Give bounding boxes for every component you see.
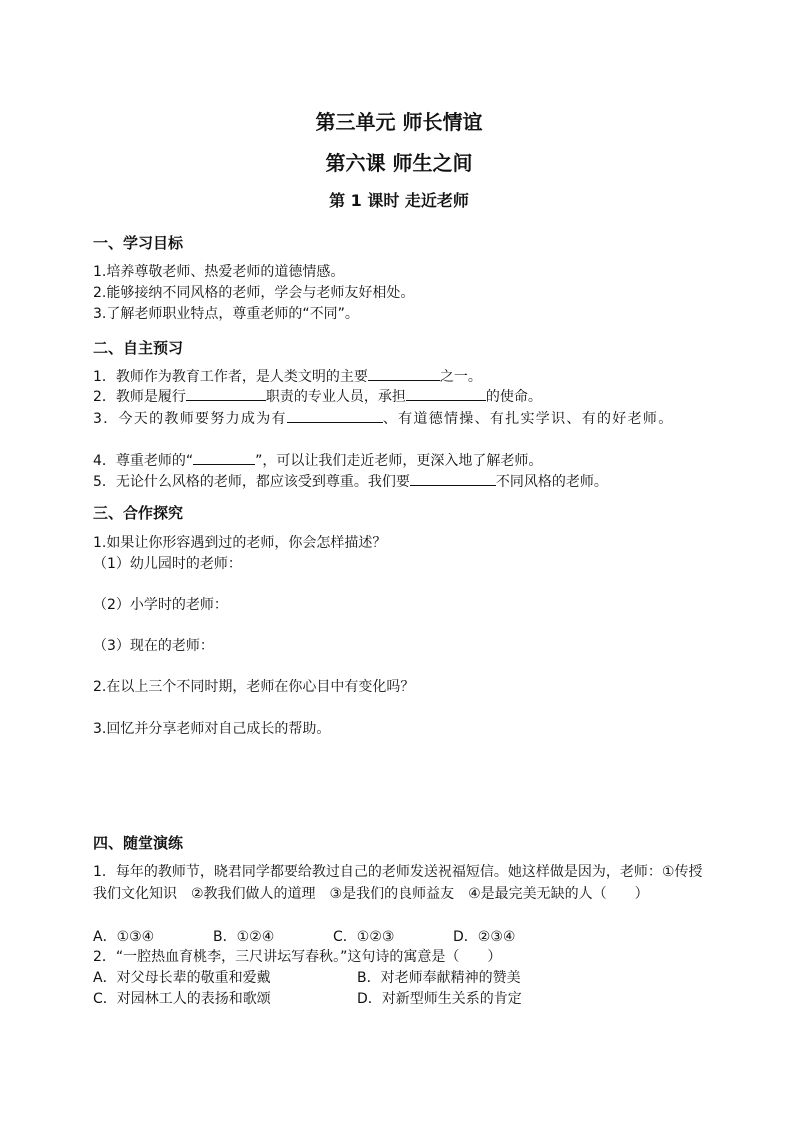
practice-question-1-stem: 1．每年的教师节，晓君同学都要给教过自己的老师发送祝福短信。她这样做是因为，老师：①传授我们文化知识 ②教我们做人的道理 ③是我们的良师益友 ④是最完美无缺的人（ ）: [93, 864, 703, 902]
unit-title: 第三单元 师长情谊: [315, 110, 483, 134]
fill-blank[interactable]: [186, 386, 266, 401]
option-b[interactable]: B．对老师奉献精神的赞美: [357, 970, 521, 986]
goals-heading: 一、学习目标: [93, 234, 184, 252]
option-b[interactable]: B．①②④: [213, 929, 275, 945]
practice-question-2-stem: 2．“一腔热血育桃李，三尺讲坛写春秋。”这句诗的寓意是（ ）: [93, 949, 502, 965]
option-c[interactable]: C．①②③: [333, 929, 395, 945]
fill-blank[interactable]: [406, 386, 486, 401]
preview-question-4: [93, 450, 705, 471]
practice-heading: 四、随堂演练: [93, 834, 184, 852]
q3-before: 3．今天的教师要努力成为有: [93, 411, 287, 427]
explore-sub-3: （3）现在的老师：: [93, 638, 214, 654]
q2-middle: 职责的专业人员，承担: [265, 389, 406, 405]
q3-after: 、有道德情操、有扎实学识、有的好老师。: [382, 411, 674, 427]
explore-heading: 三、合作探究: [93, 504, 184, 522]
fill-blank[interactable]: [410, 471, 496, 486]
lesson-title: 第六课 师生之间: [325, 151, 473, 175]
explore-sub-1: （1）幼儿园时的老师：: [93, 556, 242, 572]
q2-after: 的使命。: [485, 389, 542, 405]
goal-item-1: 1.培养尊敬老师、热爱老师的道德情感。: [93, 264, 345, 280]
goal-item-3: 3.了解老师职业特点，尊重老师的“不同”。: [93, 306, 359, 322]
q1-before: 1．教师作为教育工作者，是人类文明的主要: [93, 369, 368, 385]
fill-blank[interactable]: [368, 366, 440, 381]
fill-blank[interactable]: [193, 450, 255, 465]
period-title: 第 1 课时 走近老师: [329, 191, 469, 210]
preview-question-1: [93, 366, 705, 387]
option-a[interactable]: A．①③④: [93, 929, 155, 945]
q4-before: 4．尊重老师的“: [93, 453, 194, 469]
practice-question-1-options: [93, 927, 705, 947]
q1-after: 之一。: [439, 369, 482, 385]
option-d[interactable]: D．②③④: [453, 929, 516, 945]
option-d[interactable]: D．对新型师生关系的肯定: [357, 991, 522, 1007]
preview-heading: 二、自主预习: [93, 339, 184, 357]
preview-question-2: [93, 386, 705, 407]
explore-question-1: 1.如果让你形容遇到过的老师，你会怎样描述？: [93, 535, 387, 551]
q5-after: 不同风格的老师。: [495, 474, 608, 490]
option-a[interactable]: A．对父母长辈的敬重和爱戴: [93, 970, 271, 986]
q5-before: 5．无论什么风格的老师，都应该受到尊重。我们要: [93, 474, 410, 490]
practice-question-2-options-row-2: [93, 989, 705, 1009]
q2-before: 2．教师是履行: [93, 389, 186, 405]
preview-question-5: [93, 471, 705, 492]
practice-question-2-options-row-1: [93, 968, 705, 988]
explore-question-2: 2.在以上三个不同时期，老师在你心目中有变化吗？: [93, 679, 415, 695]
fill-blank[interactable]: [287, 408, 383, 423]
explore-sub-2: （2）小学时的老师：: [93, 597, 228, 613]
option-c[interactable]: C．对园林工人的表扬和歌颂: [93, 991, 271, 1007]
explore-question-3: 3.回忆并分享老师对自己成长的帮助。: [93, 721, 331, 737]
goal-item-2: 2.能够接纳不同风格的老师，学会与老师友好相处。: [93, 285, 415, 301]
q4-after: ”，可以让我们走近老师，更深入地了解老师。: [255, 453, 543, 469]
preview-question-3: [93, 408, 705, 429]
